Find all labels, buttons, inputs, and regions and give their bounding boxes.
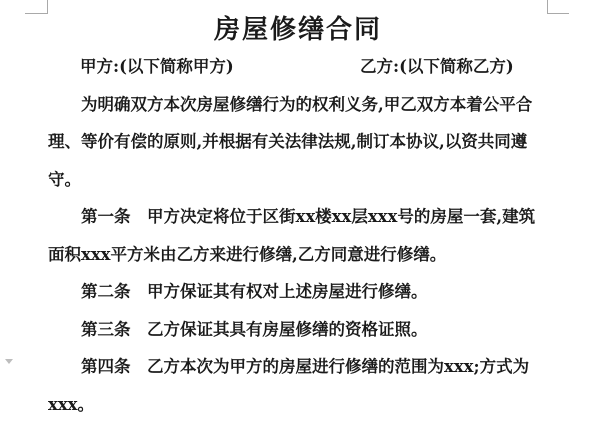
contract-line: 守。 — [48, 161, 548, 199]
parties-line — [48, 48, 548, 86]
contract-line: 第一条 甲方决定将位于区街xx楼xx层xxx号的房屋一套,建筑 — [48, 198, 548, 236]
crop-mark-top-left-icon — [25, 13, 48, 14]
contract-line: 面积xxx平方米由乙方来进行修缮,乙方同意进行修缮。 — [48, 236, 548, 274]
party-b-label: 乙方:(以下简称乙方) — [360, 48, 514, 86]
margin-marker-icon — [5, 359, 13, 364]
contract-line: 为明确双方本次房屋修缮行为的权利义务,甲乙双方本着公平合 — [48, 86, 548, 124]
contract-body — [48, 12, 548, 423]
contract-line: xxx。 — [48, 386, 548, 423]
party-a-label: 甲方:(以下简称甲方) — [80, 48, 234, 86]
crop-mark-top-right-icon — [547, 13, 569, 14]
contract-line: 理、等价有偿的原则,并根据有关法律法规,制订本协议,以资共同遵 — [48, 123, 548, 161]
contract-title: 房屋修缮合同 — [48, 12, 548, 48]
contract-line: 第四条 乙方本次为甲方的房屋进行修缮的范围为xxx;方式为 — [48, 348, 548, 386]
contract-line: 第三条 乙方保证其具有房屋修缮的资格证照。 — [48, 311, 548, 349]
contract-line: 第二条 甲方保证其有权对上述房屋进行修缮。 — [48, 273, 548, 311]
